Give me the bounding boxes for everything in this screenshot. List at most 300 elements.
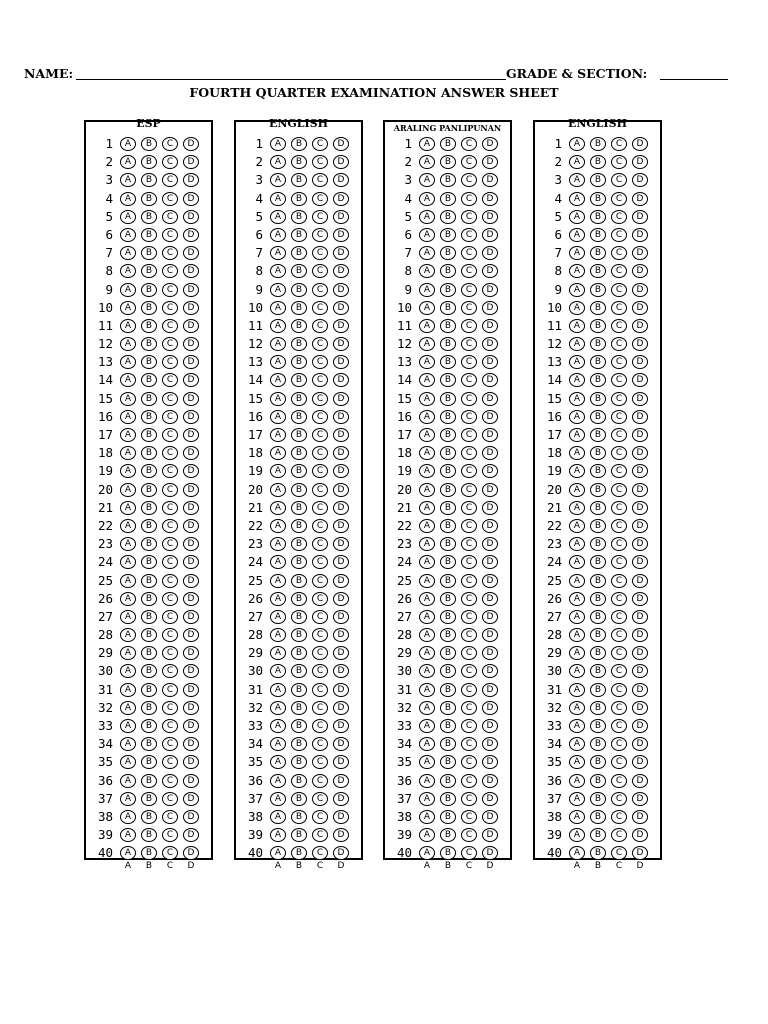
choice-bubble-b[interactable]: B [440, 173, 456, 187]
choice-bubble-d[interactable]: D [482, 392, 498, 406]
choice-bubble-d[interactable]: D [183, 192, 199, 206]
choice-bubble-a[interactable]: A [270, 574, 286, 588]
choice-bubble-b[interactable]: B [291, 373, 307, 387]
choice-bubble-b[interactable]: B [440, 610, 456, 624]
choice-bubble-d[interactable]: D [333, 301, 349, 315]
choice-bubble-c[interactable]: C [461, 846, 477, 860]
choice-bubble-c[interactable]: C [312, 264, 328, 278]
choice-bubble-c[interactable]: C [461, 483, 477, 497]
choice-bubble-b[interactable]: B [291, 392, 307, 406]
choice-bubble-b[interactable]: B [291, 737, 307, 751]
choice-bubble-d[interactable]: D [632, 283, 648, 297]
choice-bubble-c[interactable]: C [461, 137, 477, 151]
choice-bubble-b[interactable]: B [141, 592, 157, 606]
choice-bubble-d[interactable]: D [482, 719, 498, 733]
choice-bubble-b[interactable]: B [141, 537, 157, 551]
choice-bubble-b[interactable]: B [291, 846, 307, 860]
choice-bubble-c[interactable]: C [312, 410, 328, 424]
choice-bubble-b[interactable]: B [440, 537, 456, 551]
choice-bubble-a[interactable]: A [569, 828, 585, 842]
choice-bubble-b[interactable]: B [440, 755, 456, 769]
choice-bubble-b[interactable]: B [440, 628, 456, 642]
choice-bubble-d[interactable]: D [333, 501, 349, 515]
choice-bubble-d[interactable]: D [482, 192, 498, 206]
choice-bubble-a[interactable]: A [270, 155, 286, 169]
choice-bubble-c[interactable]: C [162, 828, 178, 842]
choice-bubble-a[interactable]: A [270, 701, 286, 715]
choice-bubble-b[interactable]: B [590, 355, 606, 369]
choice-bubble-d[interactable]: D [482, 428, 498, 442]
choice-bubble-d[interactable]: D [333, 646, 349, 660]
grade-section-field[interactable] [660, 79, 728, 80]
choice-bubble-a[interactable]: A [270, 137, 286, 151]
choice-bubble-c[interactable]: C [611, 828, 627, 842]
choice-bubble-b[interactable]: B [590, 464, 606, 478]
choice-bubble-c[interactable]: C [162, 774, 178, 788]
choice-bubble-b[interactable]: B [440, 192, 456, 206]
choice-bubble-b[interactable]: B [291, 555, 307, 569]
choice-bubble-a[interactable]: A [270, 755, 286, 769]
choice-bubble-d[interactable]: D [183, 501, 199, 515]
choice-bubble-b[interactable]: B [291, 446, 307, 460]
choice-bubble-d[interactable]: D [482, 228, 498, 242]
choice-bubble-a[interactable]: A [419, 519, 435, 533]
choice-bubble-b[interactable]: B [141, 555, 157, 569]
choice-bubble-b[interactable]: B [141, 192, 157, 206]
choice-bubble-a[interactable]: A [569, 483, 585, 497]
choice-bubble-d[interactable]: D [632, 828, 648, 842]
choice-bubble-a[interactable]: A [270, 283, 286, 297]
choice-bubble-d[interactable]: D [632, 628, 648, 642]
choice-bubble-b[interactable]: B [141, 719, 157, 733]
choice-bubble-b[interactable]: B [590, 610, 606, 624]
choice-bubble-b[interactable]: B [291, 173, 307, 187]
choice-bubble-a[interactable]: A [419, 574, 435, 588]
choice-bubble-c[interactable]: C [312, 501, 328, 515]
choice-bubble-a[interactable]: A [270, 483, 286, 497]
choice-bubble-c[interactable]: C [312, 646, 328, 660]
choice-bubble-c[interactable]: C [611, 264, 627, 278]
choice-bubble-b[interactable]: B [440, 246, 456, 260]
choice-bubble-c[interactable]: C [461, 574, 477, 588]
choice-bubble-a[interactable]: A [569, 737, 585, 751]
choice-bubble-a[interactable]: A [419, 137, 435, 151]
choice-bubble-c[interactable]: C [461, 428, 477, 442]
choice-bubble-b[interactable]: B [291, 283, 307, 297]
choice-bubble-c[interactable]: C [461, 464, 477, 478]
choice-bubble-a[interactable]: A [569, 264, 585, 278]
choice-bubble-c[interactable]: C [312, 173, 328, 187]
choice-bubble-a[interactable]: A [569, 683, 585, 697]
choice-bubble-c[interactable]: C [162, 355, 178, 369]
choice-bubble-a[interactable]: A [120, 519, 136, 533]
choice-bubble-c[interactable]: C [312, 810, 328, 824]
choice-bubble-a[interactable]: A [419, 701, 435, 715]
choice-bubble-c[interactable]: C [611, 192, 627, 206]
choice-bubble-b[interactable]: B [440, 210, 456, 224]
choice-bubble-a[interactable]: A [569, 283, 585, 297]
choice-bubble-c[interactable]: C [312, 155, 328, 169]
choice-bubble-b[interactable]: B [440, 846, 456, 860]
choice-bubble-d[interactable]: D [333, 137, 349, 151]
choice-bubble-a[interactable]: A [569, 373, 585, 387]
choice-bubble-d[interactable]: D [183, 737, 199, 751]
choice-bubble-d[interactable]: D [183, 464, 199, 478]
choice-bubble-b[interactable]: B [291, 519, 307, 533]
choice-bubble-a[interactable]: A [419, 428, 435, 442]
choice-bubble-c[interactable]: C [162, 610, 178, 624]
choice-bubble-a[interactable]: A [419, 483, 435, 497]
choice-bubble-d[interactable]: D [632, 155, 648, 169]
choice-bubble-d[interactable]: D [183, 701, 199, 715]
choice-bubble-b[interactable]: B [141, 392, 157, 406]
choice-bubble-a[interactable]: A [120, 555, 136, 569]
choice-bubble-b[interactable]: B [590, 592, 606, 606]
choice-bubble-c[interactable]: C [162, 810, 178, 824]
choice-bubble-c[interactable]: C [461, 755, 477, 769]
choice-bubble-d[interactable]: D [333, 610, 349, 624]
choice-bubble-b[interactable]: B [590, 264, 606, 278]
choice-bubble-b[interactable]: B [440, 155, 456, 169]
choice-bubble-a[interactable]: A [120, 173, 136, 187]
choice-bubble-d[interactable]: D [183, 264, 199, 278]
choice-bubble-b[interactable]: B [291, 483, 307, 497]
choice-bubble-c[interactable]: C [461, 355, 477, 369]
choice-bubble-b[interactable]: B [291, 701, 307, 715]
choice-bubble-d[interactable]: D [183, 228, 199, 242]
choice-bubble-b[interactable]: B [590, 574, 606, 588]
choice-bubble-a[interactable]: A [569, 137, 585, 151]
choice-bubble-a[interactable]: A [569, 610, 585, 624]
choice-bubble-c[interactable]: C [611, 555, 627, 569]
choice-bubble-d[interactable]: D [183, 410, 199, 424]
choice-bubble-c[interactable]: C [162, 446, 178, 460]
choice-bubble-b[interactable]: B [590, 755, 606, 769]
choice-bubble-d[interactable]: D [632, 501, 648, 515]
choice-bubble-c[interactable]: C [162, 137, 178, 151]
choice-bubble-b[interactable]: B [291, 192, 307, 206]
choice-bubble-d[interactable]: D [632, 483, 648, 497]
choice-bubble-c[interactable]: C [162, 228, 178, 242]
choice-bubble-c[interactable]: C [611, 592, 627, 606]
choice-bubble-a[interactable]: A [270, 210, 286, 224]
choice-bubble-b[interactable]: B [440, 137, 456, 151]
choice-bubble-c[interactable]: C [461, 501, 477, 515]
choice-bubble-d[interactable]: D [632, 555, 648, 569]
choice-bubble-a[interactable]: A [569, 555, 585, 569]
choice-bubble-a[interactable]: A [569, 701, 585, 715]
choice-bubble-c[interactable]: C [611, 155, 627, 169]
choice-bubble-d[interactable]: D [333, 519, 349, 533]
choice-bubble-d[interactable]: D [482, 446, 498, 460]
choice-bubble-b[interactable]: B [141, 319, 157, 333]
choice-bubble-b[interactable]: B [440, 519, 456, 533]
choice-bubble-d[interactable]: D [183, 446, 199, 460]
choice-bubble-b[interactable]: B [590, 173, 606, 187]
choice-bubble-a[interactable]: A [120, 828, 136, 842]
choice-bubble-d[interactable]: D [183, 319, 199, 333]
choice-bubble-c[interactable]: C [611, 446, 627, 460]
choice-bubble-a[interactable]: A [120, 264, 136, 278]
choice-bubble-b[interactable]: B [440, 774, 456, 788]
choice-bubble-b[interactable]: B [291, 155, 307, 169]
choice-bubble-b[interactable]: B [590, 410, 606, 424]
choice-bubble-b[interactable]: B [440, 264, 456, 278]
choice-bubble-b[interactable]: B [291, 646, 307, 660]
choice-bubble-d[interactable]: D [482, 664, 498, 678]
choice-bubble-c[interactable]: C [461, 737, 477, 751]
choice-bubble-b[interactable]: B [590, 737, 606, 751]
choice-bubble-a[interactable]: A [419, 246, 435, 260]
choice-bubble-a[interactable]: A [569, 774, 585, 788]
choice-bubble-b[interactable]: B [440, 592, 456, 606]
choice-bubble-a[interactable]: A [569, 428, 585, 442]
choice-bubble-d[interactable]: D [632, 664, 648, 678]
choice-bubble-c[interactable]: C [611, 137, 627, 151]
choice-bubble-d[interactable]: D [632, 337, 648, 351]
choice-bubble-b[interactable]: B [141, 283, 157, 297]
choice-bubble-c[interactable]: C [611, 810, 627, 824]
choice-bubble-c[interactable]: C [162, 628, 178, 642]
choice-bubble-a[interactable]: A [270, 792, 286, 806]
choice-bubble-b[interactable]: B [590, 646, 606, 660]
choice-bubble-a[interactable]: A [419, 173, 435, 187]
choice-bubble-b[interactable]: B [141, 173, 157, 187]
choice-bubble-b[interactable]: B [291, 228, 307, 242]
choice-bubble-d[interactable]: D [482, 173, 498, 187]
choice-bubble-a[interactable]: A [270, 192, 286, 206]
choice-bubble-b[interactable]: B [590, 501, 606, 515]
choice-bubble-d[interactable]: D [333, 283, 349, 297]
choice-bubble-d[interactable]: D [482, 155, 498, 169]
choice-bubble-b[interactable]: B [291, 755, 307, 769]
choice-bubble-b[interactable]: B [141, 828, 157, 842]
choice-bubble-d[interactable]: D [183, 428, 199, 442]
choice-bubble-d[interactable]: D [183, 610, 199, 624]
choice-bubble-b[interactable]: B [141, 155, 157, 169]
choice-bubble-b[interactable]: B [141, 301, 157, 315]
choice-bubble-c[interactable]: C [611, 428, 627, 442]
choice-bubble-c[interactable]: C [312, 446, 328, 460]
choice-bubble-d[interactable]: D [632, 701, 648, 715]
choice-bubble-a[interactable]: A [120, 137, 136, 151]
choice-bubble-b[interactable]: B [590, 228, 606, 242]
choice-bubble-a[interactable]: A [569, 846, 585, 860]
choice-bubble-a[interactable]: A [120, 792, 136, 806]
choice-bubble-b[interactable]: B [440, 464, 456, 478]
choice-bubble-b[interactable]: B [141, 792, 157, 806]
choice-bubble-b[interactable]: B [141, 373, 157, 387]
choice-bubble-a[interactable]: A [419, 446, 435, 460]
choice-bubble-b[interactable]: B [291, 410, 307, 424]
choice-bubble-a[interactable]: A [419, 337, 435, 351]
choice-bubble-d[interactable]: D [632, 755, 648, 769]
choice-bubble-d[interactable]: D [482, 137, 498, 151]
choice-bubble-c[interactable]: C [312, 664, 328, 678]
choice-bubble-a[interactable]: A [419, 719, 435, 733]
choice-bubble-a[interactable]: A [569, 574, 585, 588]
choice-bubble-c[interactable]: C [312, 719, 328, 733]
choice-bubble-a[interactable]: A [419, 664, 435, 678]
choice-bubble-c[interactable]: C [611, 246, 627, 260]
choice-bubble-d[interactable]: D [183, 137, 199, 151]
choice-bubble-b[interactable]: B [440, 555, 456, 569]
choice-bubble-a[interactable]: A [419, 264, 435, 278]
choice-bubble-a[interactable]: A [419, 373, 435, 387]
choice-bubble-c[interactable]: C [162, 755, 178, 769]
choice-bubble-b[interactable]: B [141, 610, 157, 624]
choice-bubble-c[interactable]: C [312, 555, 328, 569]
choice-bubble-a[interactable]: A [120, 464, 136, 478]
choice-bubble-a[interactable]: A [120, 574, 136, 588]
choice-bubble-d[interactable]: D [632, 355, 648, 369]
choice-bubble-c[interactable]: C [611, 574, 627, 588]
choice-bubble-c[interactable]: C [162, 683, 178, 697]
choice-bubble-d[interactable]: D [482, 683, 498, 697]
choice-bubble-a[interactable]: A [419, 737, 435, 751]
choice-bubble-c[interactable]: C [312, 192, 328, 206]
choice-bubble-a[interactable]: A [270, 246, 286, 260]
choice-bubble-d[interactable]: D [632, 137, 648, 151]
choice-bubble-b[interactable]: B [590, 283, 606, 297]
choice-bubble-c[interactable]: C [162, 210, 178, 224]
choice-bubble-b[interactable]: B [590, 701, 606, 715]
choice-bubble-c[interactable]: C [312, 301, 328, 315]
choice-bubble-a[interactable]: A [270, 355, 286, 369]
choice-bubble-a[interactable]: A [120, 355, 136, 369]
choice-bubble-c[interactable]: C [461, 828, 477, 842]
choice-bubble-c[interactable]: C [312, 701, 328, 715]
choice-bubble-c[interactable]: C [162, 173, 178, 187]
choice-bubble-b[interactable]: B [590, 774, 606, 788]
choice-bubble-a[interactable]: A [419, 501, 435, 515]
choice-bubble-c[interactable]: C [162, 283, 178, 297]
choice-bubble-c[interactable]: C [461, 555, 477, 569]
choice-bubble-a[interactable]: A [120, 319, 136, 333]
choice-bubble-a[interactable]: A [120, 737, 136, 751]
choice-bubble-c[interactable]: C [611, 464, 627, 478]
choice-bubble-c[interactable]: C [162, 646, 178, 660]
choice-bubble-b[interactable]: B [141, 701, 157, 715]
choice-bubble-a[interactable]: A [120, 810, 136, 824]
choice-bubble-c[interactable]: C [611, 501, 627, 515]
choice-bubble-c[interactable]: C [162, 192, 178, 206]
choice-bubble-d[interactable]: D [632, 810, 648, 824]
choice-bubble-c[interactable]: C [312, 628, 328, 642]
choice-bubble-a[interactable]: A [120, 301, 136, 315]
choice-bubble-b[interactable]: B [440, 574, 456, 588]
choice-bubble-c[interactable]: C [162, 301, 178, 315]
choice-bubble-d[interactable]: D [183, 210, 199, 224]
choice-bubble-d[interactable]: D [333, 737, 349, 751]
choice-bubble-a[interactable]: A [569, 192, 585, 206]
choice-bubble-d[interactable]: D [632, 537, 648, 551]
choice-bubble-a[interactable]: A [270, 664, 286, 678]
choice-bubble-c[interactable]: C [162, 155, 178, 169]
choice-bubble-c[interactable]: C [312, 574, 328, 588]
choice-bubble-d[interactable]: D [632, 464, 648, 478]
choice-bubble-d[interactable]: D [482, 410, 498, 424]
choice-bubble-a[interactable]: A [120, 610, 136, 624]
choice-bubble-d[interactable]: D [333, 683, 349, 697]
choice-bubble-a[interactable]: A [270, 319, 286, 333]
choice-bubble-a[interactable]: A [120, 410, 136, 424]
choice-bubble-c[interactable]: C [312, 319, 328, 333]
choice-bubble-c[interactable]: C [312, 428, 328, 442]
choice-bubble-c[interactable]: C [312, 483, 328, 497]
choice-bubble-b[interactable]: B [141, 755, 157, 769]
choice-bubble-c[interactable]: C [611, 519, 627, 533]
choice-bubble-c[interactable]: C [611, 701, 627, 715]
choice-bubble-a[interactable]: A [569, 755, 585, 769]
choice-bubble-a[interactable]: A [270, 373, 286, 387]
choice-bubble-b[interactable]: B [141, 664, 157, 678]
choice-bubble-b[interactable]: B [291, 592, 307, 606]
choice-bubble-d[interactable]: D [482, 737, 498, 751]
choice-bubble-d[interactable]: D [183, 719, 199, 733]
choice-bubble-a[interactable]: A [569, 810, 585, 824]
choice-bubble-a[interactable]: A [569, 519, 585, 533]
choice-bubble-a[interactable]: A [270, 555, 286, 569]
choice-bubble-c[interactable]: C [162, 792, 178, 806]
choice-bubble-d[interactable]: D [333, 373, 349, 387]
choice-bubble-b[interactable]: B [440, 483, 456, 497]
choice-bubble-d[interactable]: D [632, 774, 648, 788]
choice-bubble-c[interactable]: C [312, 373, 328, 387]
choice-bubble-b[interactable]: B [291, 664, 307, 678]
choice-bubble-c[interactable]: C [461, 628, 477, 642]
choice-bubble-b[interactable]: B [590, 246, 606, 260]
choice-bubble-a[interactable]: A [419, 301, 435, 315]
choice-bubble-c[interactable]: C [461, 228, 477, 242]
choice-bubble-c[interactable]: C [162, 392, 178, 406]
choice-bubble-d[interactable]: D [183, 301, 199, 315]
choice-bubble-a[interactable]: A [419, 810, 435, 824]
choice-bubble-b[interactable]: B [440, 428, 456, 442]
choice-bubble-a[interactable]: A [120, 337, 136, 351]
choice-bubble-c[interactable]: C [162, 519, 178, 533]
choice-bubble-b[interactable]: B [141, 464, 157, 478]
choice-bubble-a[interactable]: A [270, 501, 286, 515]
choice-bubble-c[interactable]: C [461, 646, 477, 660]
choice-bubble-a[interactable]: A [120, 628, 136, 642]
choice-bubble-d[interactable]: D [333, 719, 349, 733]
choice-bubble-d[interactable]: D [333, 628, 349, 642]
choice-bubble-a[interactable]: A [120, 192, 136, 206]
choice-bubble-c[interactable]: C [312, 464, 328, 478]
choice-bubble-d[interactable]: D [482, 592, 498, 606]
choice-bubble-c[interactable]: C [611, 792, 627, 806]
choice-bubble-d[interactable]: D [632, 228, 648, 242]
choice-bubble-c[interactable]: C [162, 319, 178, 333]
choice-bubble-a[interactable]: A [419, 592, 435, 606]
choice-bubble-b[interactable]: B [141, 628, 157, 642]
choice-bubble-d[interactable]: D [333, 846, 349, 860]
choice-bubble-d[interactable]: D [183, 173, 199, 187]
choice-bubble-b[interactable]: B [291, 355, 307, 369]
choice-bubble-a[interactable]: A [270, 537, 286, 551]
choice-bubble-d[interactable]: D [183, 628, 199, 642]
choice-bubble-d[interactable]: D [333, 774, 349, 788]
choice-bubble-a[interactable]: A [569, 246, 585, 260]
choice-bubble-c[interactable]: C [461, 319, 477, 333]
choice-bubble-d[interactable]: D [183, 373, 199, 387]
choice-bubble-c[interactable]: C [461, 610, 477, 624]
choice-bubble-c[interactable]: C [162, 501, 178, 515]
choice-bubble-c[interactable]: C [162, 592, 178, 606]
choice-bubble-d[interactable]: D [183, 683, 199, 697]
choice-bubble-b[interactable]: B [291, 337, 307, 351]
